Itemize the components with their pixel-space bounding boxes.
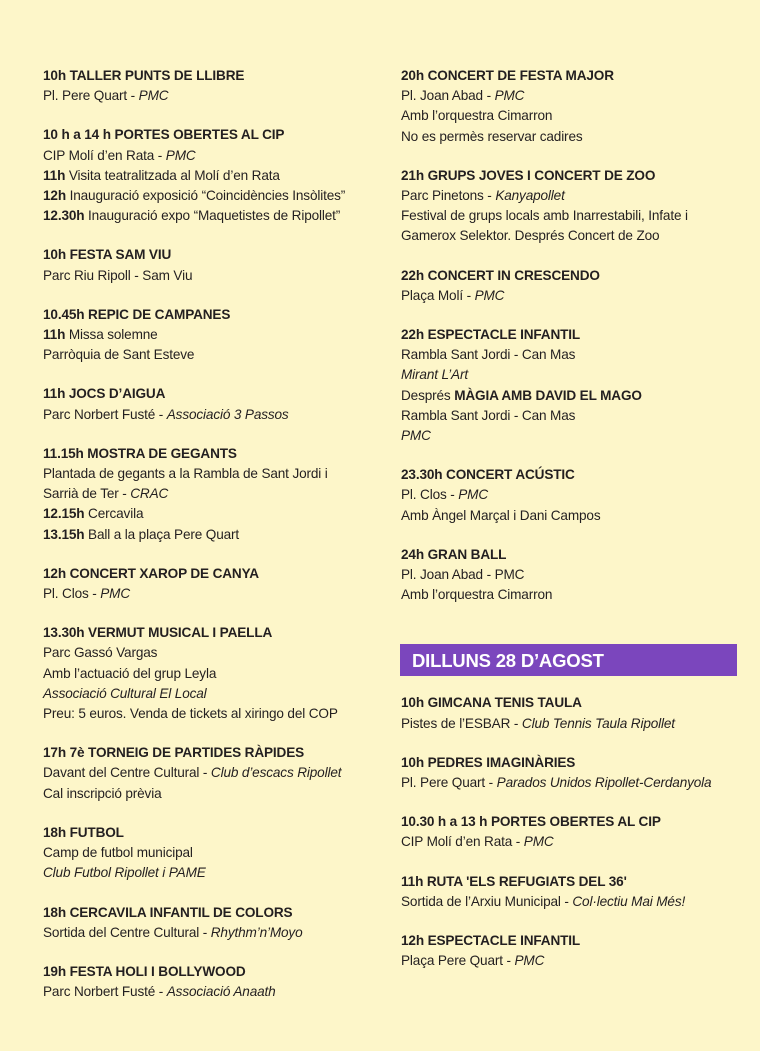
event-detail — [43, 464, 383, 484]
detail-text: Pl. Joan Abad - — [401, 88, 495, 104]
event-detail — [401, 345, 741, 365]
detail-text: Gamerox Selektor. Després Concert de Zoo — [401, 228, 660, 244]
event-detail — [43, 784, 383, 804]
event-detail — [43, 843, 383, 863]
organizer-text: PMC — [165, 147, 196, 163]
bold-text: 11h — [43, 327, 66, 343]
event-entry — [43, 125, 383, 226]
event-entry — [43, 903, 383, 943]
detail-text: Cercavila — [84, 506, 144, 522]
event-entry — [401, 66, 741, 147]
event-detail — [401, 86, 741, 106]
detail-text: Plantada de gegants a la Rambla de Sant Jordi i — [43, 466, 328, 482]
event-detail — [43, 923, 383, 943]
event-detail — [401, 226, 741, 246]
event-detail — [401, 565, 741, 585]
bold-text: 10.30 h a 13 h PORTES OBERTES AL CIP — [401, 814, 661, 830]
event-entry — [43, 823, 383, 884]
detail-text: Parc Riu Ripoll - Sam Viu — [43, 267, 193, 283]
detail-text: Camp de futbol municipal — [43, 845, 193, 861]
right-bottom-events — [401, 693, 741, 971]
event-detail — [401, 714, 741, 734]
organizer-text: PMC — [138, 88, 169, 104]
organizer-text: Mirant L’Art — [401, 367, 468, 383]
event-title — [401, 166, 741, 186]
bold-text: 10h FESTA SAM VIU — [43, 247, 172, 263]
detail-text: Parc Norbert Fusté - — [43, 984, 167, 1000]
event-detail — [401, 365, 741, 385]
bold-text: 22h ESPECTACLE INFANTIL — [401, 327, 581, 343]
detail-text: Inauguració exposició “Coincidències Insòlites” — [65, 188, 346, 204]
event-title — [43, 125, 383, 145]
event-title — [43, 66, 383, 86]
event-detail — [43, 863, 383, 883]
event-detail — [43, 86, 383, 106]
detail-text: Parc Gassó Vargas — [43, 645, 158, 661]
detail-text: Parc Pinetons - — [401, 188, 496, 204]
event-detail — [43, 206, 383, 226]
detail-text: Sarrià de Ter - — [43, 486, 131, 502]
event-detail — [43, 484, 383, 504]
detail-text: Plaça Pere Quart - — [401, 953, 515, 969]
bold-text: 20h CONCERT DE FESTA MAJOR — [401, 68, 614, 83]
detail-text: Visita teatralitzada al Molí d’en Rata — [65, 167, 280, 183]
bold-text: 12h CONCERT XAROP DE CANYA — [43, 565, 259, 581]
event-entry — [401, 931, 741, 971]
bold-text: 12h — [43, 188, 66, 204]
detail-text: Davant del Centre Cultural - — [43, 765, 211, 781]
bold-text: 10h TALLER PUNTS DE LLIBRE — [43, 68, 245, 83]
detail-text: Sortida del Centre Cultural - — [43, 924, 211, 940]
event-entry — [43, 623, 383, 724]
organizer-text: Associació 3 Passos — [166, 406, 289, 422]
event-title — [43, 444, 383, 464]
organizer-text: Club Tennis Taula Ripollet — [521, 715, 675, 731]
detail-text: Pl. Pere Quart - — [43, 88, 139, 104]
bold-text: 10h GIMCANA TENIS TAULA — [401, 695, 582, 711]
detail-text: No es permès reservar cadires — [401, 128, 583, 144]
detail-text: Parròquia de Sant Esteve — [43, 347, 195, 363]
organizer-text: Associació Anaath — [166, 984, 276, 1000]
event-title — [43, 623, 383, 643]
detail-text: CIP Molí d’en Rata - — [43, 147, 166, 163]
event-detail — [43, 525, 383, 545]
event-entry — [401, 545, 741, 606]
detail-text: Festival de grups locals amb Inarrestabili, Infate i — [401, 208, 688, 224]
detail-text: Pl. Joan Abad - PMC — [401, 567, 525, 583]
bold-text: 13.30h VERMUT MUSICAL I PAELLA — [43, 625, 273, 641]
event-detail — [401, 286, 741, 306]
detail-text: Amb l’actuació del grup Leyla — [43, 665, 217, 681]
event-detail — [401, 506, 741, 526]
event-entry — [401, 753, 741, 793]
bold-text: 23.30h CONCERT ACÚSTIC — [401, 467, 575, 483]
event-entry — [43, 245, 383, 285]
event-detail — [43, 982, 383, 1002]
event-detail — [43, 345, 383, 365]
event-entry — [401, 166, 741, 247]
event-entry — [43, 66, 383, 106]
bold-text: 18h FUTBOL — [43, 824, 124, 840]
detail-text: Plaça Molí - — [401, 287, 475, 303]
event-detail — [401, 106, 741, 126]
organizer-text: PMC — [523, 834, 554, 850]
organizer-text: Club d’escacs Ripollet — [210, 765, 342, 781]
event-detail — [401, 585, 741, 605]
detail-text: Preu: 5 euros. Venda de tickets al xiringo del COP — [43, 706, 338, 722]
event-entry — [401, 465, 741, 526]
organizer-text: Associació Cultural El Local — [43, 685, 207, 701]
organizer-text: Rhythm’n’Moyo — [210, 924, 303, 940]
event-title — [401, 753, 741, 773]
detail-text: Amb l’orquestra Cimarron — [401, 587, 553, 603]
bold-text: 12h ESPECTACLE INFANTIL — [401, 933, 581, 949]
detail-text: Ball a la plaça Pere Quart — [84, 526, 240, 542]
bold-text: 12.15h — [43, 506, 85, 522]
event-detail — [43, 664, 383, 684]
bold-text: 21h GRUPS JOVES I CONCERT DE ZOO — [401, 167, 656, 183]
organizer-text: Kanyapollet — [495, 188, 565, 204]
organizer-text: Col·lectiu Mai Més! — [572, 893, 686, 909]
event-title — [401, 325, 741, 345]
left-column — [43, 66, 383, 1021]
detail-text: Rambla Sant Jordi - Can Mas — [401, 407, 576, 423]
event-entry — [401, 872, 741, 912]
bold-text: 11h JOCS D’AIGUA — [43, 386, 166, 402]
organizer-text: PMC — [474, 287, 505, 303]
event-entry — [43, 564, 383, 604]
detail-text: Rambla Sant Jordi - Can Mas — [401, 347, 576, 363]
event-detail — [401, 186, 741, 206]
bold-text: 11h RUTA 'ELS REFUGIATS DEL 36' — [401, 873, 627, 889]
bold-text: 24h GRAN BALL — [401, 546, 507, 562]
bold-text: 10h PEDRES IMAGINÀRIES — [401, 754, 576, 770]
bold-text: 18h CERCAVILA INFANTIL DE COLORS — [43, 904, 293, 920]
event-detail — [401, 951, 741, 971]
event-title — [401, 872, 741, 892]
event-detail — [401, 892, 741, 912]
event-title — [43, 384, 383, 404]
event-title — [401, 545, 741, 565]
organizer-text: PMC — [514, 953, 545, 969]
detail-text: Després — [401, 387, 455, 403]
event-detail — [401, 127, 741, 147]
event-entry — [401, 812, 741, 852]
event-detail — [43, 584, 383, 604]
event-detail — [43, 405, 383, 425]
detail-text: Sortida de l’Arxiu Municipal - — [401, 893, 573, 909]
event-entry — [43, 444, 383, 545]
right-column — [401, 66, 741, 991]
event-entry — [43, 743, 383, 804]
bold-text: 22h CONCERT IN CRESCENDO — [401, 267, 600, 283]
event-title — [401, 266, 741, 286]
bold-text: 11h — [43, 167, 66, 183]
event-entry — [401, 693, 741, 733]
event-title — [43, 305, 383, 325]
event-detail — [43, 186, 383, 206]
bold-text: 12.30h — [43, 208, 85, 224]
bold-text: 10.45h REPIC DE CAMPANES — [43, 306, 231, 322]
event-detail — [43, 704, 383, 724]
bold-text: 19h FESTA HOLI I BOLLYWOOD — [43, 963, 246, 979]
event-detail — [401, 773, 741, 793]
event-detail — [43, 504, 383, 524]
event-detail — [43, 763, 383, 783]
organizer-text: PMC — [458, 487, 489, 503]
event-detail — [401, 426, 741, 446]
event-title — [43, 564, 383, 584]
event-entry — [43, 384, 383, 424]
event-title — [43, 903, 383, 923]
right-top-events — [401, 66, 741, 605]
event-title — [401, 66, 741, 86]
detail-text: CIP Molí d’en Rata - — [401, 834, 524, 850]
event-detail — [43, 146, 383, 166]
event-entry — [43, 305, 383, 366]
event-detail — [401, 386, 741, 406]
detail-text: Amb l’orquestra Cimarron — [401, 108, 553, 124]
event-title — [401, 465, 741, 485]
event-detail — [43, 325, 383, 345]
event-entry — [401, 325, 741, 446]
event-detail — [43, 684, 383, 704]
event-title — [401, 931, 741, 951]
event-title — [43, 743, 383, 763]
detail-text: Pl. Clos - — [43, 586, 101, 602]
day-header: DILLUNS 28 D’AGOST — [400, 644, 737, 676]
event-title — [43, 245, 383, 265]
event-detail — [401, 406, 741, 426]
detail-text: Missa solemne — [65, 327, 158, 343]
event-detail — [401, 206, 741, 226]
event-entry — [43, 962, 383, 1002]
organizer-text: PMC — [494, 88, 525, 104]
event-title — [401, 693, 741, 713]
organizer-text: PMC — [401, 428, 431, 444]
detail-text: Amb Àngel Marçal i Dani Campos — [401, 507, 601, 523]
event-entry — [401, 266, 741, 306]
detail-text: Pl. Pere Quart - — [401, 775, 497, 791]
event-detail — [401, 832, 741, 852]
event-detail — [43, 643, 383, 663]
event-detail — [401, 485, 741, 505]
bold-text: MÀGIA AMB DAVID EL MAGO — [454, 387, 642, 403]
event-detail — [43, 266, 383, 286]
detail-text: Pl. Clos - — [401, 487, 459, 503]
organizer-text: PMC — [100, 586, 131, 602]
organizer-text: CRAC — [130, 486, 169, 502]
bold-text: 10 h a 14 h PORTES OBERTES AL CIP — [43, 127, 285, 143]
bold-text: 17h 7è TORNEIG DE PARTIDES RÀPIDES — [43, 745, 305, 761]
detail-text: Cal inscripció prèvia — [43, 785, 162, 801]
event-title — [43, 823, 383, 843]
bold-text: 11.15h MOSTRA DE GEGANTS — [43, 445, 237, 461]
event-detail — [43, 166, 383, 186]
organizer-text: Parados Unidos Ripollet-Cerdanyola — [496, 775, 712, 791]
event-title — [401, 812, 741, 832]
bold-text: 13.15h — [43, 526, 85, 542]
detail-text: Parc Norbert Fusté - — [43, 406, 167, 422]
detail-text: Inauguració expo “Maquetistes de Ripollet” — [84, 208, 341, 224]
event-title — [43, 962, 383, 982]
detail-text: Pistes de l’ESBAR - — [401, 715, 522, 731]
organizer-text: Club Futbol Ripollet i PAME — [43, 865, 206, 881]
